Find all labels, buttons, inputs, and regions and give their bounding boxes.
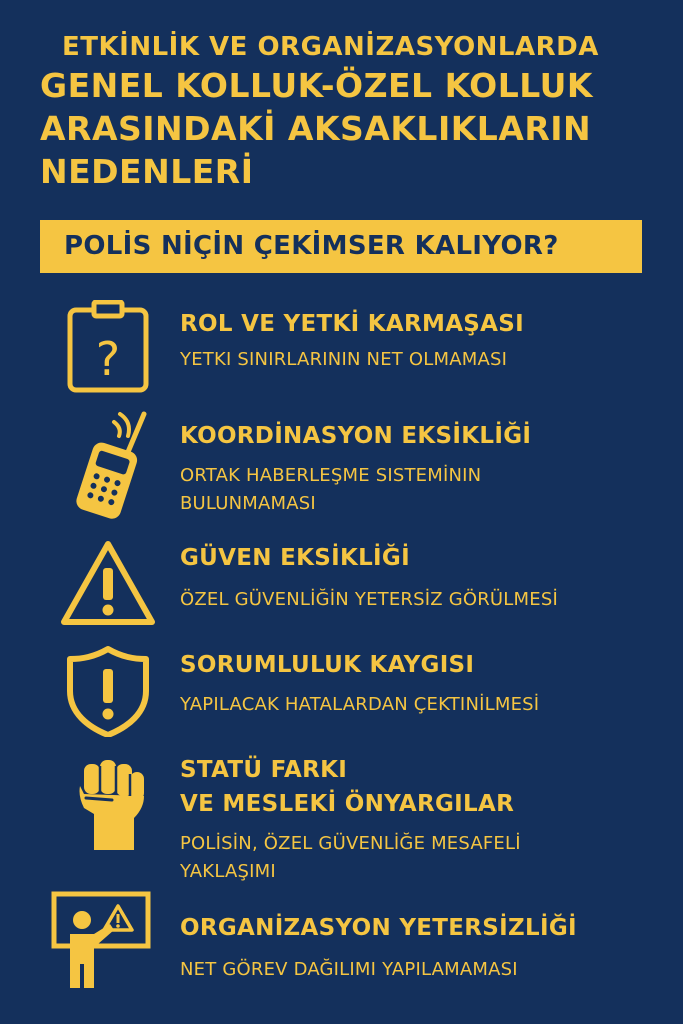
walkie-talkie-icon	[58, 410, 158, 520]
item-subtext: YAPILACAK HATALARDAN ÇEKTINİLMESİ	[180, 694, 540, 715]
item-heading: ROL VE YETKİ KARMAŞASI	[180, 311, 524, 337]
item-heading: STATÜ FARKI	[180, 757, 348, 783]
question-banner: POLİS NİÇİN ÇEKİMSER KALIYOR?	[40, 220, 642, 273]
item-heading: KOORDİNASYON EKSİKLİĞİ	[180, 423, 532, 449]
item-subtext: YAKLAŞIMI	[180, 861, 276, 882]
title-line-4: NEDENLERİ	[40, 152, 254, 191]
item-heading: ORGANİZASYON YETERSİZLİĞİ	[180, 915, 577, 941]
page-title	[40, 30, 640, 193]
item-heading: VE MESLEKİ ÖNYARGILAR	[180, 791, 515, 817]
title-line-2: GENEL KOLLUK-ÖZEL KOLLUK	[40, 66, 593, 105]
item-subtext: ÖZEL GÜVENLİĞİN YETERSİZ GÖRÜLMESİ	[180, 589, 558, 610]
item-subtext: POLİSİN, ÖZEL GÜVENLİĞE MESAFELİ	[180, 833, 521, 854]
item-heading: SORUMLULUK KAYGISI	[180, 652, 475, 678]
clipboard-question-icon	[58, 300, 158, 395]
item-subtext: NET GÖREV DAĞILIMI YAPILAMAMASI	[180, 959, 518, 980]
presenter-board-icon	[48, 890, 148, 990]
item-subtext: YETKI SINIRLARININ NET OLMAMASI	[180, 349, 508, 370]
item-subtext: BULUNMAMASI	[180, 493, 316, 514]
shield-exclamation-icon	[58, 645, 158, 737]
svg-text:?: ?	[95, 332, 121, 386]
raised-fist-icon	[58, 756, 158, 856]
title-line-3: ARASINDAKİ AKSAKLIKLARIN	[40, 109, 592, 148]
item-subtext: ORTAK HABERLEŞME SISTEMİNIN	[180, 465, 482, 486]
item-heading: GÜVEN EKSİKLİĞİ	[180, 545, 410, 571]
title-line-1: ETKİNLİK VE ORGANİZASYONLARDA	[62, 32, 599, 62]
warning-triangle-icon	[58, 538, 158, 628]
